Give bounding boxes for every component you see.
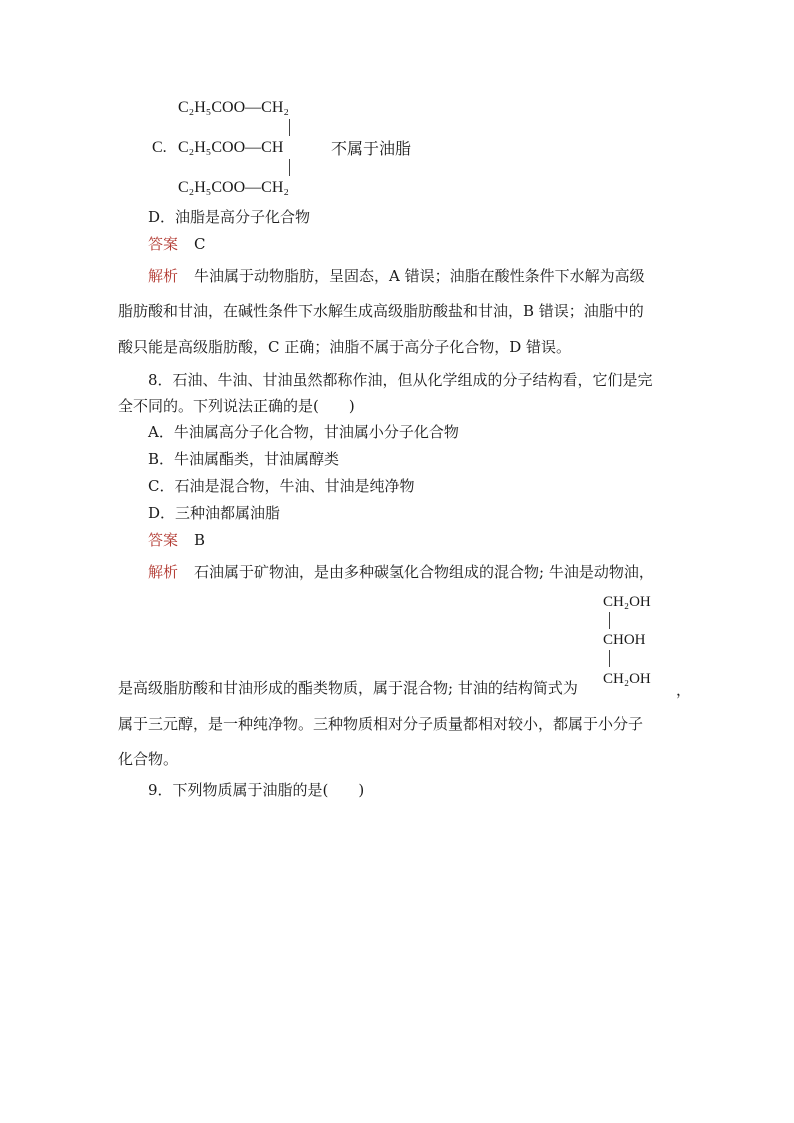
analysis-label: 解析 xyxy=(148,267,179,285)
q8-analysis-line-1: 解析 石油属于矿物油，是由多种碳氢化合物组成的混合物; 牛油是动物油， xyxy=(148,563,654,581)
bond-line-1 xyxy=(289,119,290,136)
q7-answer xyxy=(148,234,206,254)
q7-analysis-line-1: 解析 牛油属于动物脂肪，呈固态，A 错误；油脂在酸性条件下水解为高级 xyxy=(148,267,645,285)
ester-formula-row-3: C₂H₅COO—CH₂ xyxy=(178,179,289,196)
glycerol-bond-2 xyxy=(609,650,610,667)
q8-analysis-line-3: 属于三元醇，是一种纯净物。三种物质相对分子质量都相对较小，都属于小分子 xyxy=(118,715,644,733)
answer-value: C xyxy=(194,235,206,253)
q8-option-b: B．牛油属酯类，甘油属醇类 xyxy=(148,450,340,468)
q8-answer xyxy=(148,530,205,550)
glycerol-row-1: CH₂OH xyxy=(603,594,651,610)
answer-label: 答案 xyxy=(148,531,179,549)
q8-analysis-line-2-end: ， xyxy=(676,681,692,699)
glycerol-row-3: CH₂OH xyxy=(603,671,651,687)
q8-option-a: A．牛油属高分子化合物，甘油属小分子化合物 xyxy=(148,423,459,441)
analysis-label: 解析 xyxy=(148,563,179,581)
glycerol-bond-1 xyxy=(609,612,610,629)
option-c-note: 不属于油脂 xyxy=(331,139,412,158)
answer-value: B xyxy=(194,531,206,549)
bond-line-2 xyxy=(289,159,290,176)
glycerol-row-2: CHOH xyxy=(603,632,646,648)
ester-formula-row-1: C₂H₅COO—CH₂ xyxy=(178,99,289,116)
q7-analysis-line-3: 酸只能是高级脂肪酸，C 正确；油脂不属于高分子化合物，D 错误。 xyxy=(118,338,572,356)
q8-option-c: C．石油是混合物，牛油、甘油是纯净物 xyxy=(148,477,415,495)
q8-analysis-line-2: 是高级脂肪酸和甘油形成的酯类物质，属于混合物; 甘油的结构简式为 xyxy=(118,679,578,697)
q7-analysis-line-2: 脂肪酸和甘油，在碱性条件下水解生成高级脂肪酸盐和甘油，B 错误；油脂中的 xyxy=(118,302,644,320)
q8-option-d: D．三种油都属油脂 xyxy=(148,504,281,522)
q8-stem-line-2: 全不同的。下列说法正确的是( ) xyxy=(118,397,355,415)
answer-label: 答案 xyxy=(148,235,179,253)
q9-stem: 9．下列物质属于油脂的是( ) xyxy=(148,781,365,799)
ester-formula-row-2: C₂H₅COO—CH xyxy=(178,139,284,156)
q8-stem-line-1: 8．石油、牛油、甘油虽然都称作油，但从化学组成的分子结构看，它们是完 xyxy=(148,371,653,389)
option-d: D．油脂是高分子化合物 xyxy=(148,208,311,226)
q8-analysis-line-4: 化合物。 xyxy=(118,750,179,768)
option-c-letter: C. xyxy=(152,139,167,156)
